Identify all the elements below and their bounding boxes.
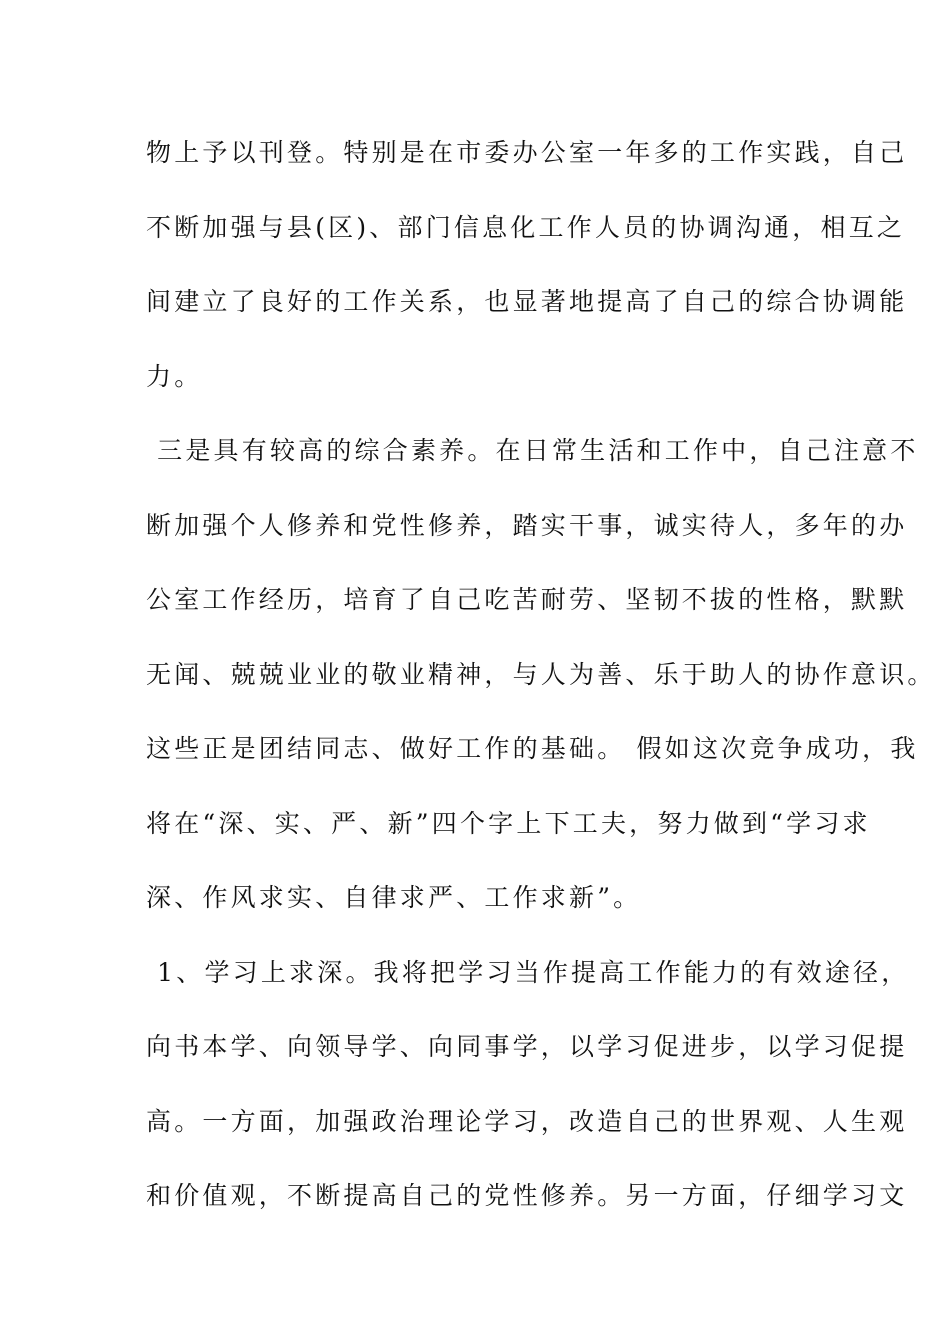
text-line: 物上予以刊登。特别是在市委办公室一年多的工作实践，自己 [146,138,908,167]
text-line: 和价值观，不断提高自己的党性修养。另一方面，仔细学习文 [146,1181,908,1210]
text-line: 公室工作经历，培育了自己吃苦耐劳、坚韧不拔的性格，默默 [146,585,908,614]
text-line: 向书本学、向领导学、向同事学，以学习促进步，以学习促提 [146,1032,908,1061]
text-line: 这些正是团结同志、做好工作的基础。 假如这次竞争成功，我 [146,734,919,763]
text-line: 将在“深、实、严、新”四个字上下工夫，努力做到“学习求 [146,808,871,838]
text-line: 无闻、兢兢业业的敬业精神，与人为善、乐于助人的协作意识。 [146,659,936,689]
text-line: 断加强个人修养和党性修养，踏实干事，诚实待人，多年的办 [146,510,908,540]
text-line: 高。一方面，加强政治理论学习，改造自己的世界观、人生观 [146,1106,908,1136]
text-line: 不断加强与县(区)、部门信息化工作人员的协调沟通，相互之 [146,212,906,242]
text-line: 三是具有较高的综合素养。在日常生活和工作中，自己注意不 [146,436,919,465]
text-line: 间建立了良好的工作关系，也显著地提高了自己的综合协调能 [146,287,908,316]
text-line: 1、学习上求深。我将把学习当作提高工作能力的有效途径， [146,957,910,987]
text-line: 深、作风求实、自律求严、工作求新”。 [146,883,642,912]
text-line: 力。 [146,361,203,391]
body-text [146,128,936,1246]
